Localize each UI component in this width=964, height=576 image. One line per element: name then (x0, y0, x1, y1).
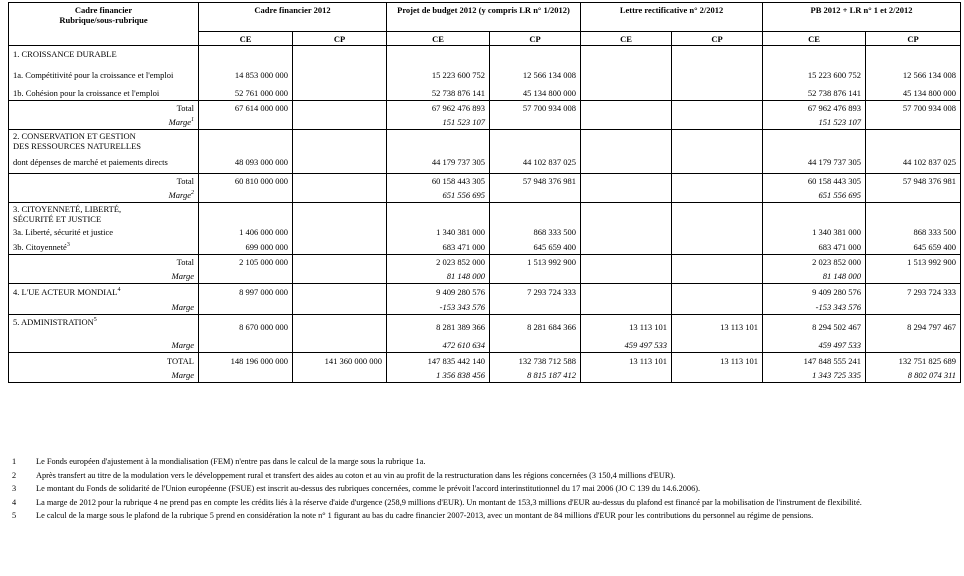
total-row (9, 101, 961, 116)
marge-label: Marge$^1$ (9, 116, 199, 130)
table-row (9, 225, 961, 240)
cell-value: 15 223 600 752 (387, 63, 490, 87)
cell-value: 8 281 389 366 (387, 315, 490, 339)
cell-value: 15 223 600 752 (763, 63, 866, 87)
cell-value: 2 023 852 000 (763, 255, 866, 270)
cell-value (490, 189, 581, 203)
cell-value: 13 113 101 (672, 353, 763, 369)
cell-value (672, 101, 763, 116)
cell-value (581, 225, 672, 240)
cell-value (672, 174, 763, 189)
footnotes (12, 457, 952, 525)
cell-value: 12 566 134 008 (866, 63, 961, 87)
cell-value: 9 409 280 576 (387, 284, 490, 301)
cell-value (293, 152, 387, 174)
ce-header: CE (199, 32, 293, 46)
cell-value (490, 339, 581, 353)
marge-row (9, 339, 961, 353)
cell-value (672, 339, 763, 353)
marge-row (9, 369, 961, 383)
cell-value (581, 301, 672, 315)
cell-value: 44 179 737 305 (387, 152, 490, 174)
cell-value (672, 189, 763, 203)
cell-value (581, 87, 672, 101)
cell-value (672, 255, 763, 270)
table-row (9, 152, 961, 174)
ce-header: CE (387, 32, 490, 46)
table-row (9, 240, 961, 255)
rubrique-header (9, 3, 199, 46)
cell-value: 44 102 837 025 (866, 152, 961, 174)
cell-value: 1 340 381 000 (387, 225, 490, 240)
cell-value: 81 148 000 (387, 270, 490, 284)
cell-value: 645 659 400 (866, 240, 961, 255)
cell-value: 1 340 381 000 (763, 225, 866, 240)
rubrique-header-line2: Rubrique/sous-rubrique (59, 15, 148, 25)
section-title: 2. CONSERVATION ET GESTION DES RESSOURCES NATURELLES (9, 130, 199, 152)
cell-value: 8 997 000 000 (199, 284, 293, 301)
cell-value (581, 152, 672, 174)
cell-value: 14 853 000 000 (199, 63, 293, 87)
row-label: 3b. Citoyenneté$^3$ (9, 240, 199, 255)
cell-value: 81 148 000 (763, 270, 866, 284)
cell-value: 8 802 074 311 (866, 369, 961, 383)
cell-value (293, 339, 387, 353)
cell-value (293, 315, 387, 339)
cell-value (672, 369, 763, 383)
cell-value: 13 113 101 (672, 315, 763, 339)
cell-value: 7 293 724 333 (490, 284, 581, 301)
cell-value (866, 189, 961, 203)
cell-value (866, 339, 961, 353)
cell-value: 8 670 000 000 (199, 315, 293, 339)
cell-value (672, 152, 763, 174)
cell-value: 12 566 134 008 (490, 63, 581, 87)
footnote-number: 4 (12, 497, 17, 507)
cell-value (581, 284, 672, 301)
cell-value: 8 281 684 366 (490, 315, 581, 339)
cell-value (293, 116, 387, 130)
cell-value: 45 134 800 000 (866, 87, 961, 101)
grand-total-row (9, 353, 961, 369)
cell-value: -153 343 576 (387, 301, 490, 315)
cell-value: 52 761 000 000 (199, 87, 293, 101)
section-title-row (9, 46, 961, 63)
cell-value (581, 116, 672, 130)
table-row (9, 284, 961, 301)
cell-value (293, 174, 387, 189)
footnote-number: 5 (12, 511, 17, 521)
cell-value: 60 158 443 305 (387, 174, 490, 189)
cell-value (581, 255, 672, 270)
cell-value: 60 810 000 000 (199, 174, 293, 189)
cell-value (293, 101, 387, 116)
table-row (9, 87, 961, 101)
footnote-text: Le Fonds européen d'ajustement à la mondialisation (FEM) n'entre pas dans le calcul de la marge sous la rubrique 1a. (36, 457, 426, 466)
cell-value: 651 556 695 (763, 189, 866, 203)
cell-value (293, 240, 387, 255)
footnote (12, 471, 952, 482)
cell-value (581, 189, 672, 203)
cell-value (293, 87, 387, 101)
table-row (9, 315, 961, 339)
col-group-pb-total: PB 2012 + LR n° 1 et 2/2012 (763, 3, 961, 32)
cp-header: CP (490, 32, 581, 46)
cell-value (490, 116, 581, 130)
cell-value: 683 471 000 (763, 240, 866, 255)
cell-value: 132 738 712 588 (490, 353, 581, 369)
total-row (9, 174, 961, 189)
cell-value: 9 409 280 576 (763, 284, 866, 301)
section-title: 1. CROISSANCE DURABLE (9, 46, 199, 63)
grand-total-label: TOTAL (9, 353, 199, 369)
financial-table (8, 2, 961, 383)
marge-row (9, 189, 961, 203)
cell-value (199, 369, 293, 383)
cell-value: 13 113 101 (581, 315, 672, 339)
cell-value (293, 284, 387, 301)
cell-value: 60 158 443 305 (763, 174, 866, 189)
cell-value: 868 333 500 (490, 225, 581, 240)
section-title: 5. ADMINISTRATION$^5$ (9, 315, 199, 339)
cell-value: 151 523 107 (763, 116, 866, 130)
cell-value (293, 189, 387, 203)
cell-value: 45 134 800 000 (490, 87, 581, 101)
footnote-number: 1 (12, 457, 17, 466)
footnote-number: 2 (12, 470, 17, 480)
cell-value (199, 339, 293, 353)
marge-row (9, 301, 961, 315)
footnote-text: Le calcul de la marge sous le plafond de la rubrique 5 prend en considération la note n° 1 figurant au bas du cadre financier 2007-2013, avec un montant de 84 millions d'EUR pour les contributions du personnel au régime de pensions. (36, 511, 814, 521)
section-title: 3. CITOYENNETÉ, LIBERTÉ, SÉCURITÉ ET JUSTICE (9, 203, 199, 225)
cell-value: 7 293 724 333 (866, 284, 961, 301)
footnote (12, 511, 952, 522)
cell-value (581, 174, 672, 189)
cell-value (293, 255, 387, 270)
cell-value: -153 343 576 (763, 301, 866, 315)
cell-value: 67 614 000 000 (199, 101, 293, 116)
cell-value (672, 225, 763, 240)
cell-value (866, 116, 961, 130)
cell-value: 683 471 000 (387, 240, 490, 255)
cell-value (490, 301, 581, 315)
cell-value: 2 105 000 000 (199, 255, 293, 270)
cell-value: 1 513 992 900 (490, 255, 581, 270)
total-label: Total (9, 174, 199, 189)
financial-table-container (8, 2, 960, 383)
cell-value: 147 848 555 241 (763, 353, 866, 369)
cell-value: 645 659 400 (490, 240, 581, 255)
cell-value: 57 700 934 008 (490, 101, 581, 116)
cell-value: 44 102 837 025 (490, 152, 581, 174)
cell-value: 1 343 725 335 (763, 369, 866, 383)
cp-header: CP (866, 32, 961, 46)
cell-value: 151 523 107 (387, 116, 490, 130)
footnote-text: Le montant du Fonds de solidarité de l'Union européenne (FSUE) est inscrit au-dessus des rubriques concernées, comme le prévoit l'accord interinstitutionnel du 17 mai 2006 (JO C 139 du 14.6.2006). (36, 484, 701, 494)
cell-value: 1 513 992 900 (866, 255, 961, 270)
cell-value (199, 301, 293, 315)
footnote (12, 498, 952, 509)
cell-value: 13 113 101 (581, 353, 672, 369)
cell-value (672, 63, 763, 87)
cell-value (293, 225, 387, 240)
footnote (12, 484, 952, 495)
cell-value (293, 369, 387, 383)
cell-value: 57 700 934 008 (866, 101, 961, 116)
cell-value (866, 301, 961, 315)
ce-header: CE (763, 32, 866, 46)
cell-value (672, 284, 763, 301)
row-label: 1b. Cohésion pour la croissance et l'emploi (9, 87, 199, 101)
cp-header: CP (672, 32, 763, 46)
rubrique-header-line1: Cadre financier (74, 5, 133, 15)
cell-value (672, 87, 763, 101)
cell-value (199, 116, 293, 130)
cell-value: 148 196 000 000 (199, 353, 293, 369)
marge-label: Marge (9, 369, 199, 383)
cell-value: 48 093 000 000 (199, 152, 293, 174)
cell-value: 472 610 634 (387, 339, 490, 353)
cell-value: 651 556 695 (387, 189, 490, 203)
marge-label: Marge (9, 270, 199, 284)
section-title-row (9, 203, 961, 225)
cell-value: 141 360 000 000 (293, 353, 387, 369)
cell-value: 52 738 876 141 (387, 87, 490, 101)
cell-value (866, 270, 961, 284)
footnote-text: Après transfert au titre de la modulation vers le développement rural et transfert des aides au coton et au vin au profit de la restructuration dans les régions concernées (3 150,4 millions d'EUR). (36, 470, 676, 480)
cell-value: 57 948 376 981 (866, 174, 961, 189)
cell-value: 1 356 838 456 (387, 369, 490, 383)
row-label: dont dépenses de marché et paiements directs (9, 152, 199, 174)
section-title-row (9, 130, 961, 152)
cell-value: 67 962 476 893 (387, 101, 490, 116)
cell-value (672, 240, 763, 255)
cp-header: CP (293, 32, 387, 46)
total-label: Total (9, 255, 199, 270)
cell-value: 868 333 500 (866, 225, 961, 240)
cell-value (199, 189, 293, 203)
col-group-cadre-financier: Cadre financier 2012 (199, 3, 387, 32)
total-row (9, 255, 961, 270)
cell-value: 459 497 533 (581, 339, 672, 353)
cell-value: 8 294 502 467 (763, 315, 866, 339)
cell-value (672, 301, 763, 315)
cell-value (199, 270, 293, 284)
col-group-lettre-rectificative: Lettre rectificative n° 2/2012 (581, 3, 763, 32)
row-label: 1a. Compétitivité pour la croissance et l'emploi (9, 63, 199, 87)
marge-row (9, 270, 961, 284)
footnote-number: 3 (12, 484, 17, 494)
section-title: 4. L'UE ACTEUR MONDIAL$^4$ (9, 284, 199, 301)
cell-value (581, 101, 672, 116)
cell-value (293, 301, 387, 315)
cell-value (581, 240, 672, 255)
cell-value (581, 63, 672, 87)
cell-value (293, 63, 387, 87)
cell-value (672, 270, 763, 284)
cell-value: 459 497 533 (763, 339, 866, 353)
marge-row (9, 116, 961, 130)
marge-label: Marge$^2$ (9, 189, 199, 203)
total-label: Total (9, 101, 199, 116)
cell-value: 8 294 797 467 (866, 315, 961, 339)
cell-value: 52 738 876 141 (763, 87, 866, 101)
cell-value: 147 835 442 140 (387, 353, 490, 369)
cell-value: 44 179 737 305 (763, 152, 866, 174)
cell-value: 1 406 000 000 (199, 225, 293, 240)
cell-value (490, 270, 581, 284)
footnote-text: La marge de 2012 pour la rubrique 4 ne prend pas en compte les crédits liés à la réserve d'aide d'urgence (258,9 millions d'EUR). Un montant de 153,3 millions d'EUR au-dessus du plafond est financé par la mobilisation de l'instrument de flexibilité. (36, 497, 862, 507)
cell-value (581, 270, 672, 284)
col-group-projet-budget: Projet de budget 2012 (y compris LR n° 1/2012) (387, 3, 581, 32)
table-row (9, 63, 961, 87)
ce-header: CE (581, 32, 672, 46)
cell-value: 699 000 000 (199, 240, 293, 255)
cell-value (672, 116, 763, 130)
cell-value (581, 369, 672, 383)
cell-value: 67 962 476 893 (763, 101, 866, 116)
cell-value: 8 815 187 412 (490, 369, 581, 383)
footnote (12, 457, 952, 468)
cell-value: 57 948 376 981 (490, 174, 581, 189)
cell-value: 2 023 852 000 (387, 255, 490, 270)
marge-label: Marge (9, 339, 199, 353)
marge-label: Marge (9, 301, 199, 315)
row-label: 3a. Liberté, sécurité et justice (9, 225, 199, 240)
cell-value: 132 751 825 689 (866, 353, 961, 369)
cell-value (293, 270, 387, 284)
